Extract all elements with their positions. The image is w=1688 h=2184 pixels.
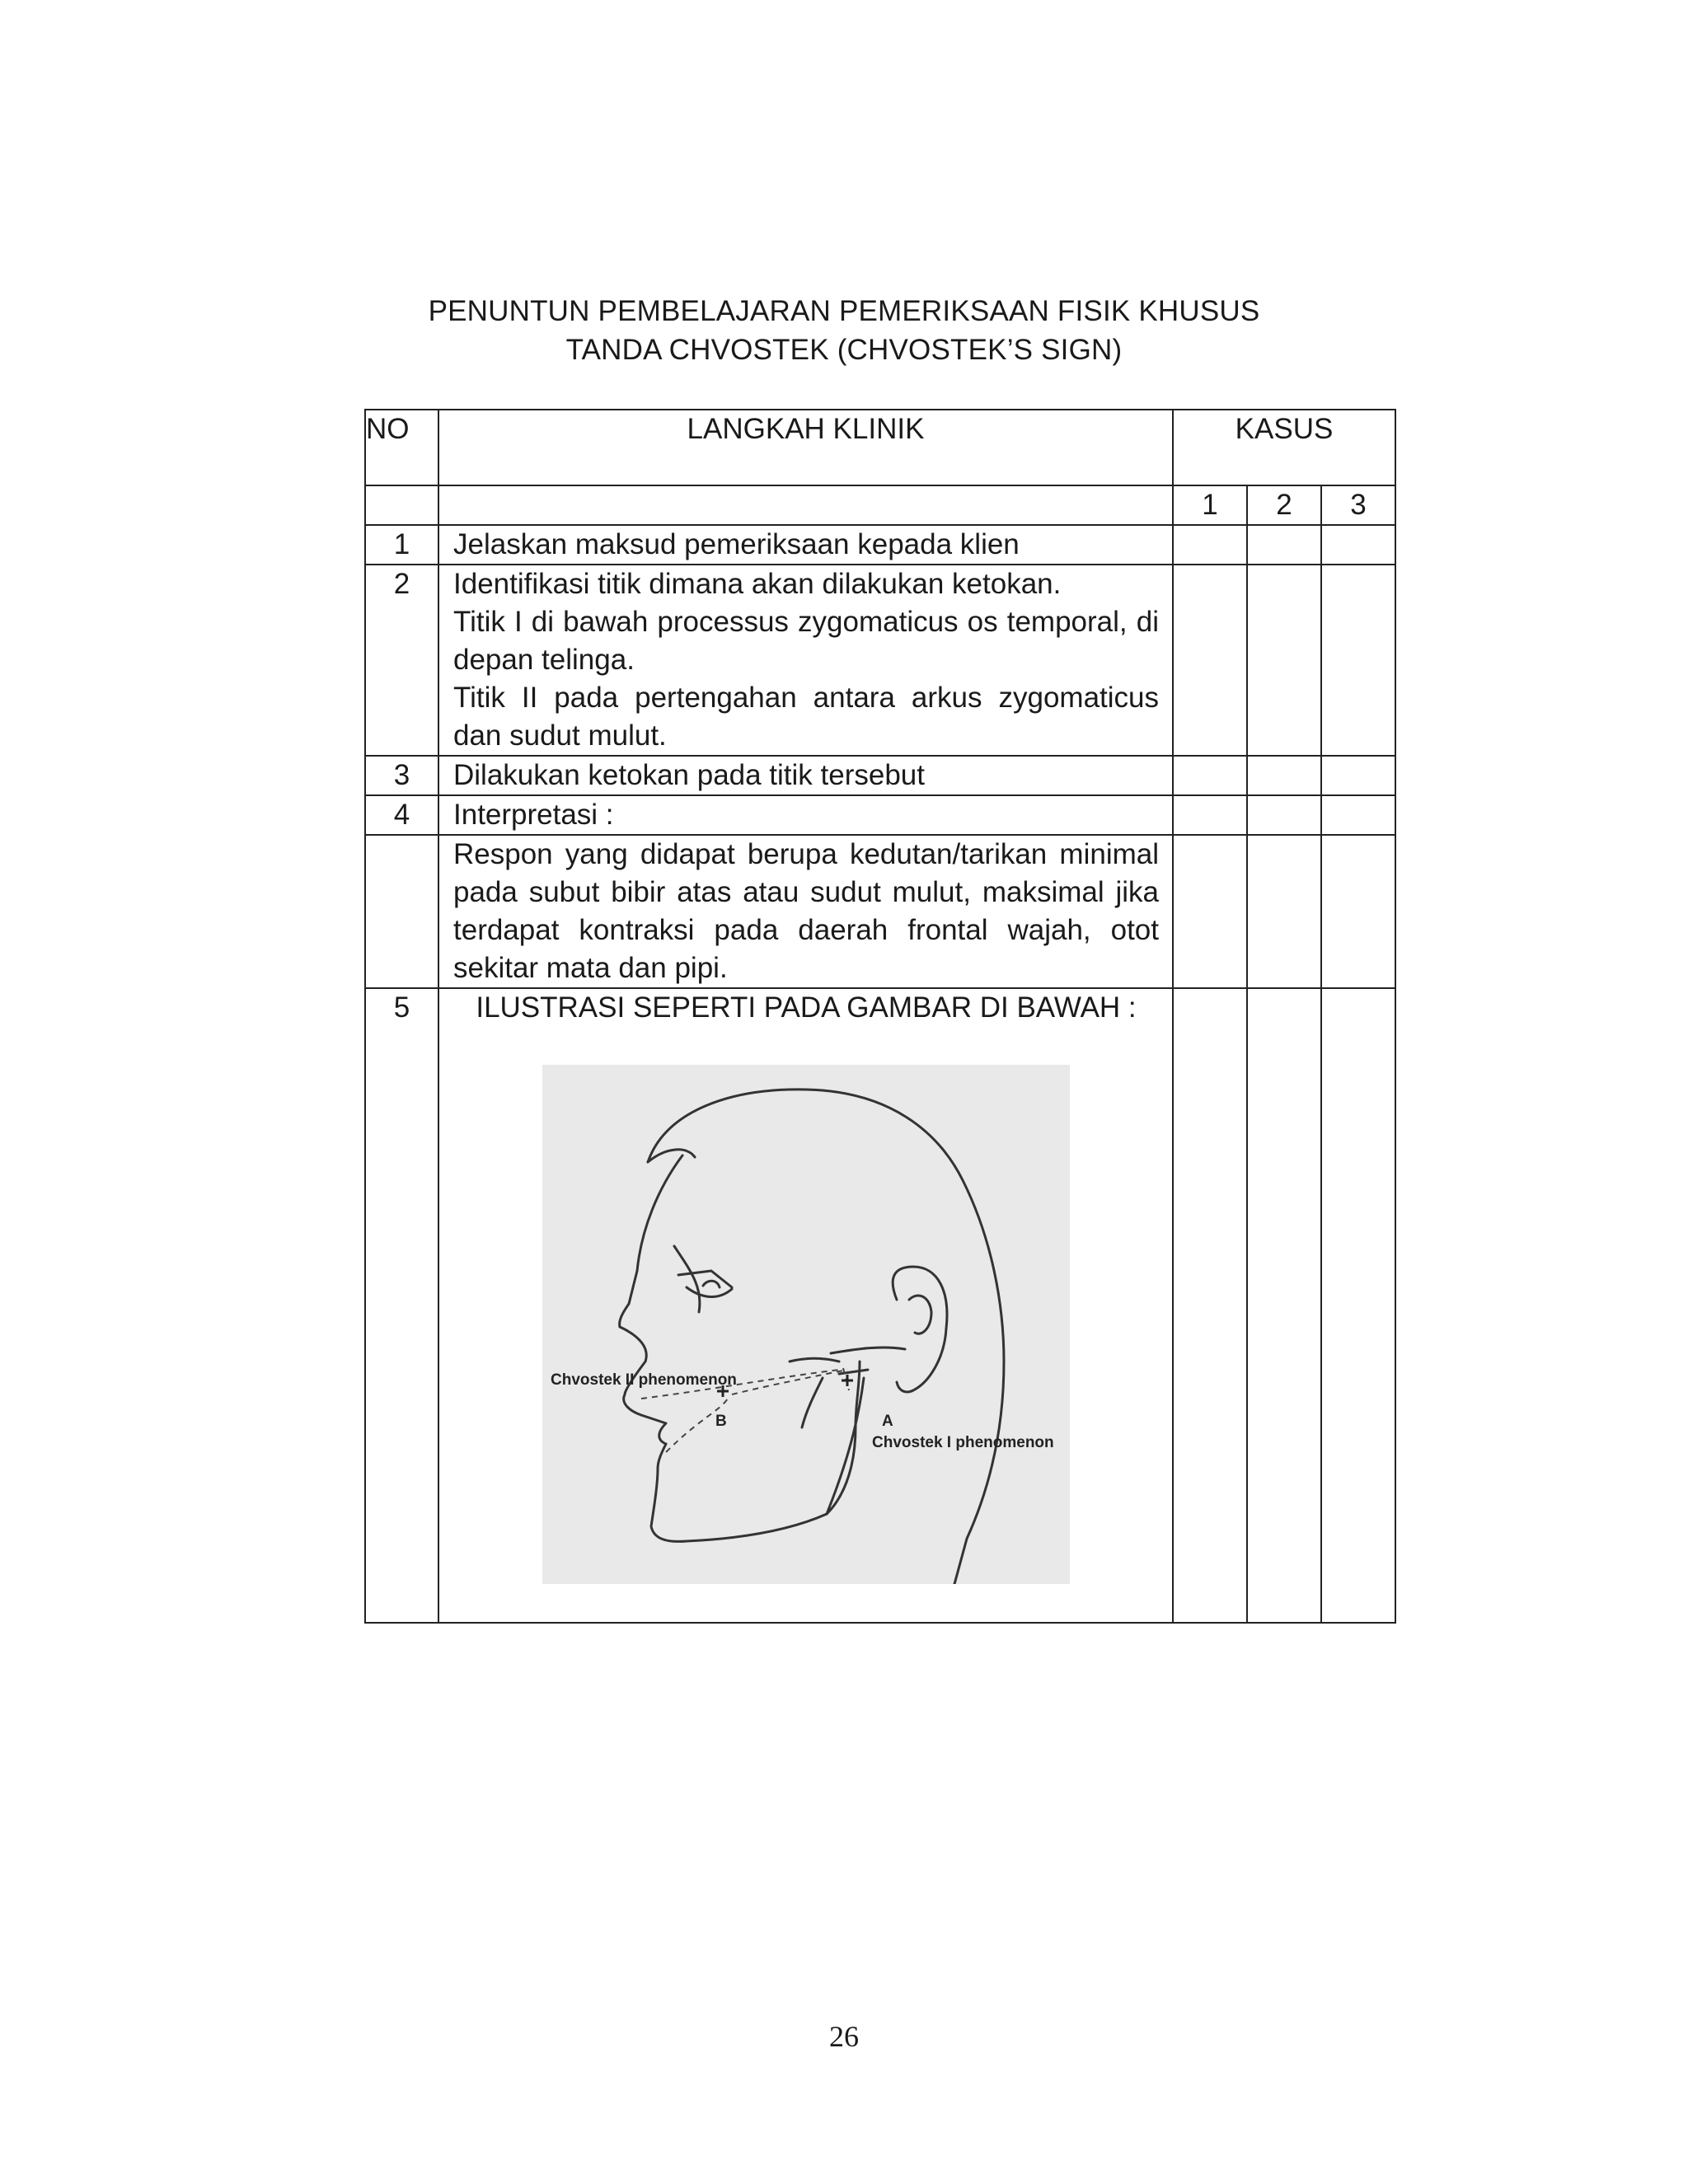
kasus-check-cell[interactable] <box>1173 565 1247 756</box>
chvostek-ii-label: Chvostek II phenomenon <box>551 1371 737 1389</box>
kasus-check-cell[interactable] <box>1247 756 1321 795</box>
page-number: 26 <box>829 2020 859 2053</box>
kasus-check-cell[interactable] <box>1173 525 1247 565</box>
kasus-check-cell[interactable] <box>1247 835 1321 988</box>
head-profile-drawing <box>542 1065 1070 1584</box>
kasus-check-cell[interactable] <box>1321 795 1395 835</box>
row-number: 2 <box>365 565 438 756</box>
row-number: 1 <box>365 525 438 565</box>
kasus-check-cell[interactable] <box>1247 988 1321 1623</box>
header-no: NO <box>365 410 438 485</box>
table-row <box>365 565 1395 756</box>
header-langkah-klinik: LANGKAH KLINIK <box>438 410 1173 485</box>
document-title-line2: TANDA CHVOSTEK (CHVOSTEK’S SIGN) <box>565 334 1123 366</box>
point-b-label: B <box>715 1413 727 1430</box>
table-row <box>365 795 1395 835</box>
kasus-number-row <box>365 485 1395 525</box>
step-text <box>438 988 1173 1623</box>
row-number: 3 <box>365 756 438 795</box>
kasus-check-cell[interactable] <box>1173 988 1247 1623</box>
kasus-number-3: 3 <box>1321 485 1395 525</box>
table-row <box>365 756 1395 795</box>
kasus-number-1: 1 <box>1173 485 1247 525</box>
step-text: Identifikasi titik dimana akan dilakukan ketokan. Titik I di bawah processus zygomaticus os temporal, di depan telinga. Titik II pada pertengahan antara arkus zygomaticus dan sudut mulut. <box>438 565 1173 756</box>
table-row <box>365 525 1395 565</box>
kasus-check-cell[interactable] <box>1321 565 1395 756</box>
kasus-check-cell[interactable] <box>1321 835 1395 988</box>
row-number <box>365 835 438 988</box>
kasus-number-2: 2 <box>1247 485 1321 525</box>
step-text: Interpretasi : <box>438 795 1173 835</box>
illustration-caption: ILUSTRASI SEPERTI PADA GAMBAR DI BAWAH : <box>476 991 1137 1024</box>
step-text: Jelaskan maksud pemeriksaan kepada klien <box>438 525 1173 565</box>
kasus-check-cell[interactable] <box>1321 756 1395 795</box>
row-number: 4 <box>365 795 438 835</box>
kasus-check-cell[interactable] <box>1321 988 1395 1623</box>
clinical-steps-table <box>364 409 1396 1624</box>
chvostek-i-label: Chvostek I phenomenon <box>872 1434 1054 1451</box>
kasus-check-cell[interactable] <box>1173 795 1247 835</box>
row-number: 5 <box>365 988 438 1623</box>
table-row <box>365 988 1395 1623</box>
chvostek-illustration <box>542 1065 1070 1584</box>
header-kasus: KASUS <box>1173 410 1395 485</box>
table-row <box>365 835 1395 988</box>
step-text: Dilakukan ketokan pada titik tersebut <box>438 756 1173 795</box>
kasus-check-cell[interactable] <box>1247 565 1321 756</box>
kasus-check-cell[interactable] <box>1247 795 1321 835</box>
kasus-check-cell[interactable] <box>1247 525 1321 565</box>
kasus-check-cell[interactable] <box>1321 525 1395 565</box>
kasus-check-cell[interactable] <box>1173 756 1247 795</box>
step-text: Respon yang didapat berupa kedutan/tarikan minimal pada subut bibir atas atau sudut mulut, maksimal jika terdapat kontraksi pada daerah frontal wajah, otot sekitar mata dan pipi. <box>438 835 1173 988</box>
table-header-row <box>365 410 1395 485</box>
point-a-label: A <box>882 1413 893 1430</box>
kasus-check-cell[interactable] <box>1173 835 1247 988</box>
document-title-line1: PENUNTUN PEMBELAJARAN PEMERIKSAAN FISIK KHUSUS <box>428 295 1260 327</box>
